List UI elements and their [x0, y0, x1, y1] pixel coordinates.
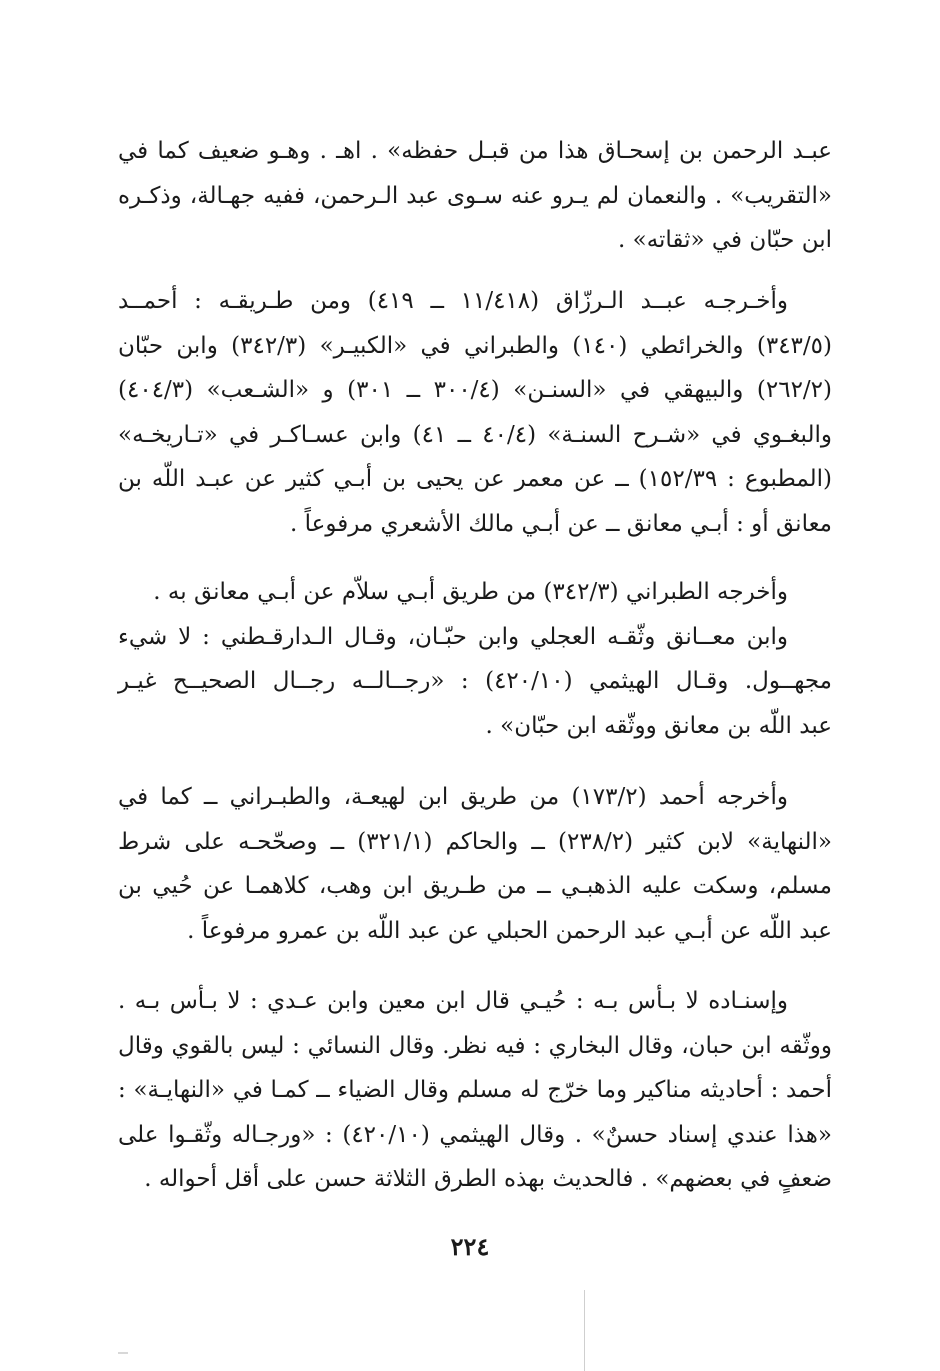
paragraph-line: عبـد الرحمن بن إسحـاق هذا من قبـل حفظه» . اهـ . وهـو ضعيف كما في	[118, 138, 832, 164]
paragraph-line: وأخرجه أحمد (١٧٣/٢) من طريق ابن لهيعـة، والطبـراني ــ كما في	[118, 784, 788, 810]
paragraph-line: معانق أو : أبـي معانق ــ عن أبـي مالك الأشعري مرفوعاً .	[289, 510, 832, 537]
paragraph-line: عبد اللّه بن معانق ووثّقه ابن حبّان» .	[485, 712, 832, 739]
paragraph-line: مسلم، وسكت عليه الذهبـي ــ من طـريق ابن وهب، كلاهمـا عن حُيي بن	[118, 873, 832, 900]
page-number: ٢٢٤	[450, 1232, 490, 1261]
paragraph-line: ووثّقه ابن حبان، وقال البخاري : فيه نظر. وقال النسائي : ليس بالقوي وقال	[118, 1032, 832, 1059]
paragraph-line: «النهاية» لابن كثير (٢٣٨/٢) ــ والحاكم (٣٢١/١) ــ وصحّحـه على شرط	[118, 828, 832, 855]
paragraph-1	[118, 129, 832, 263]
paragraph-line: (المطبوع : ١٥٢/٣٩) ــ عن معمر عن يحيى بن أبـي كثير عن عبـد اللّه بن	[118, 466, 832, 493]
scan-artifact-mark	[118, 1352, 128, 1354]
paragraph-line: أحمد : أحاديثه مناكير وما خرّج له مسلم وقال الضياء ــ كمـا في «النهايـة» :	[118, 1077, 832, 1104]
paragraph-line: وأخرجه الطبراني (٣٤٢/٣) من طريق أبـي سلاّم عن أبـي معانق به .	[153, 579, 788, 605]
paragraph-line: «هذا عندي إسناد حسنٌ» . وقال الهيثمي (٤٢٠/١٠) : «ورجـاله وثّقـوا على	[118, 1121, 832, 1148]
paragraph-line: ضعفٍ في بعضهم» . فالحديث بهذه الطرق الثلاثة حسن على أقل أحواله .	[144, 1166, 832, 1193]
paragraph-4	[118, 775, 832, 953]
paragraph-line: ابن حبّان في «ثقاته» .	[618, 227, 832, 254]
paragraph-line: عبد اللّه عن أبـي عبد الرحمن الحبلي عن عبد اللّه بن عمرو مرفوعاً .	[187, 917, 832, 944]
paragraph-line: والبغـوي في «شـرح السنـة» (٤٠/٤ ــ ٤١) وابن عسـاكـر في «تـاريخـه»	[118, 421, 832, 448]
paragraph-3	[118, 570, 832, 748]
scan-artifact-line	[584, 1290, 585, 1371]
paragraph-line: (٣٤٣/٥) والخرائطي (١٤٠) والطبراني في «الكبيـر» (٣٤٢/٣) وابن حبّان	[118, 332, 832, 359]
paragraph-line: مجهــول. وقـال الهيثمي (٤٢٠/١٠) : «رجــالــه رجــال الصحيــح غيـر	[118, 668, 832, 695]
paragraph-line: وابن معــانق وثّقـه العجلي وابن حبّـان، وقـال الـدارقـطني : لا شيء	[118, 623, 788, 650]
paragraph-line: (٢٦٢/٢) والبيهقي في «السنـن» (٣٠٠/٤ ــ ٣٠١) و «الشـعب» (٤٠٤/٣)	[118, 377, 833, 404]
paragraph-2	[118, 279, 832, 547]
paragraph-5	[118, 979, 832, 1202]
paragraph-line: وأخـرجـه عبــد الـرزّاق (١١/٤١٨ ــ ٤١٩) ومن طـريقـه : أحمــد	[118, 288, 788, 314]
paragraph-line: وإسنـاده لا بـأس بـه : حُيـي قال ابن معين وابن عـدي : لا بـأس بـه .	[118, 988, 788, 1014]
paragraph-line: «التقريب» . والنعمان لم يـرو عنه سـوى عبد الـرحمن، ففيه جهـالة، وذكـره	[118, 182, 832, 209]
